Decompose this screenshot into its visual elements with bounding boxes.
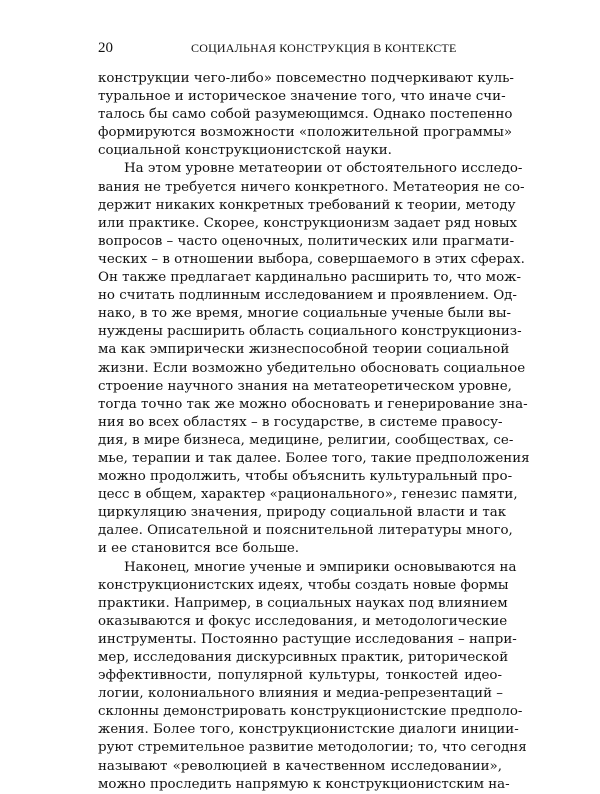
text-line: практики. Например, в социальных науках под влиянием xyxy=(98,595,508,611)
text-line: На этом уровне метатеории от обстоятельного исследо- xyxy=(124,161,523,177)
text-line: конструкционистских идеях, чтобы создать новые формы xyxy=(98,577,509,593)
page-number: 20 xyxy=(98,40,113,56)
text-line: формируются возможности «положительной программы» xyxy=(98,125,513,141)
text-line: талось бы само собой разумеющимся. Однако постепенно xyxy=(98,107,513,123)
text-line: называют «революцией в качественном исследовании», xyxy=(98,758,502,774)
paragraph xyxy=(98,70,514,160)
text-line: нако, в то же время, многие социальные ученые были вы- xyxy=(98,306,511,322)
text-line: можно проследить напрямую к конструкционистским на- xyxy=(98,776,510,792)
text-line: держит никаких конкретных требований к теории, методу xyxy=(98,197,516,213)
text-line: Он также предлагает кардинально расширить то, что мож- xyxy=(98,270,521,286)
text-line: эффективности, популярной культуры, тонкостей идео- xyxy=(98,668,502,684)
text-line: вания не требуется ничего конкретного. Метатеория не со- xyxy=(98,179,525,195)
text-line: далее. Описательной и пояснительной литературы много, xyxy=(98,523,513,539)
text-line: мье, терапии и так далее. Более того, такие предположения xyxy=(98,450,530,466)
text-line: можно продолжить, чтобы объяснить культуральный про- xyxy=(98,469,513,485)
text-line: циркуляцию значения, природу социальной власти и так xyxy=(98,505,507,521)
text-line: вопросов – часто оценочных, политических или прагмати- xyxy=(98,233,515,249)
running-head: СОЦИАЛЬНАЯ КОНСТРУКЦИЯ В КОНТЕКСТЕ xyxy=(191,41,457,55)
text-line: цесс в общем, характер «рационального», генезис памяти, xyxy=(98,487,518,503)
text-line: ния во всех областях – в государстве, в системе правосу- xyxy=(98,414,503,430)
paragraph xyxy=(98,559,527,794)
text-line: руют стремительное развитие методологии; то, что сегодня xyxy=(98,740,527,756)
text-line: туральное и историческое значение того, что иначе счи- xyxy=(98,89,506,105)
text-line: дия, в мире бизнеса, медицине, религии, сообществах, се- xyxy=(98,432,514,448)
paragraph xyxy=(98,160,530,558)
text-line: ческих – в отношении выбора, совершаемого в этих сферах. xyxy=(98,251,525,267)
page-header xyxy=(98,38,502,58)
text-line: нуждены расширить область социального конструкциониз- xyxy=(98,324,522,340)
text-line: мер, исследования дискурсивных практик, риторической xyxy=(98,650,509,665)
text-line: строение научного знания на метатеоретическом уровне, xyxy=(98,378,512,394)
text-line: логии, колониального влияния и медиа-репрезентаций – xyxy=(98,686,503,702)
text-line: тогда точно так же можно обосновать и генерирование зна- xyxy=(98,396,528,412)
text-line: склонны демонстрировать конструкционистские предполо- xyxy=(98,704,523,720)
body-text xyxy=(98,70,530,794)
text-line: но считать подлинным исследованием и проявлением. Од- xyxy=(98,288,517,304)
text-line: инструменты. Постоянно растущие исследования – напри- xyxy=(98,631,517,647)
text-line: конструкции чего-либо» повсеместно подчеркивают куль- xyxy=(98,71,514,86)
text-line: жизни. Если возможно убедительно обосновать социальное xyxy=(98,360,526,376)
text-line: Наконец, многие ученые и эмпирики основываются на xyxy=(124,559,517,575)
text-line: оказываются и фокус исследования, и методологические xyxy=(98,613,508,629)
text-line: и ее становится все больше. xyxy=(98,541,300,557)
text-line: или практике. Скорее, конструкционизм задает ряд новых xyxy=(98,215,518,231)
text-line: ма как эмпирически жизнеспособной теории социальной xyxy=(98,342,510,358)
text-line: социальной конструкционистской науки. xyxy=(98,143,392,159)
text-line: жения. Более того, конструкционистские диалоги иниции- xyxy=(98,722,519,738)
